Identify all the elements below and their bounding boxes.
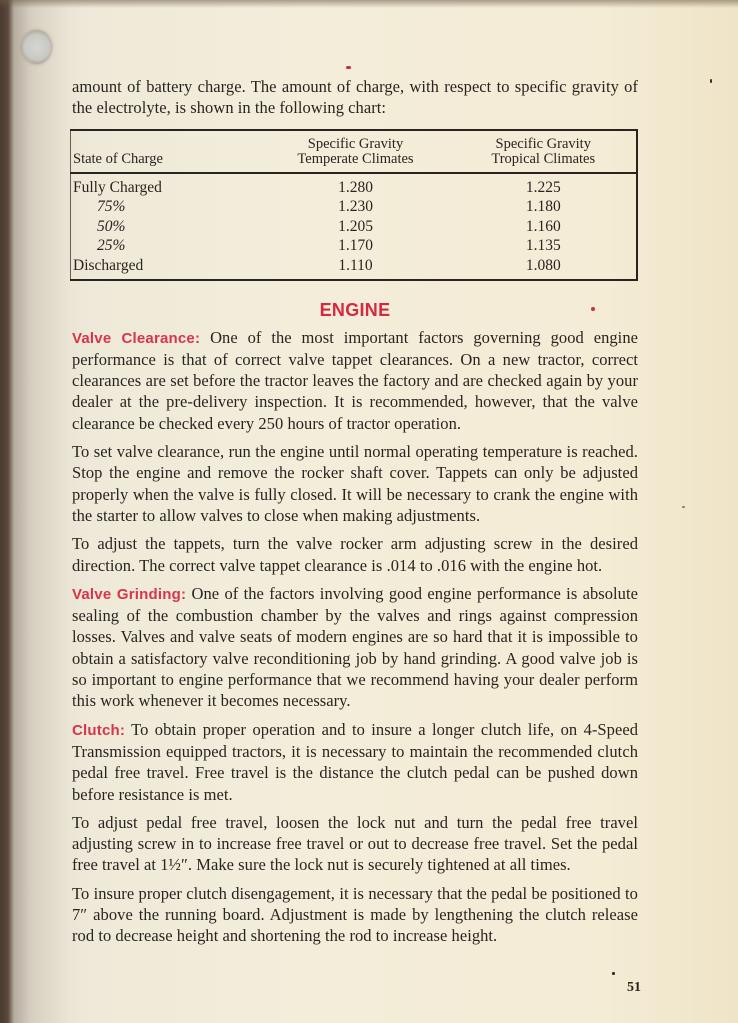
paragraph-text: To insure proper clutch disengagement, it is necessary that the pedal be positioned to 7″ above the running board. Adjustment is made by lengthening the clutch release rod to decrease height and shortening the rod to increase height. bbox=[72, 883, 638, 946]
cell-temperate: 1.280 bbox=[338, 178, 373, 196]
paragraph-text: One of the most important factors governing good engine performance is that of correct valve tappet clearances. On a new tractor, correct clearances are set before the tractor leaves the factory and are checked again by your dealer at the pre-delivery inspection. It is recommended, however, that the valve clearance be checked every 250 hours of tractor operation. bbox=[72, 327, 638, 433]
cell-state: Fully Charged bbox=[73, 178, 162, 196]
paragraph-lead: Valve Clearance: bbox=[72, 329, 201, 347]
paragraph-adjust-pedal-free-travel bbox=[72, 812, 638, 876]
paragraph-text: To adjust the tappets, turn the valve rocker arm adjusting screw in the desired direction. The correct valve tappet clearance is .014 to .016 with the engine hot. bbox=[72, 534, 638, 575]
cell-tropical: 1.160 bbox=[525, 217, 561, 235]
cell-state: Discharged bbox=[73, 256, 144, 274]
table-row bbox=[71, 197, 638, 217]
header-state-of-charge bbox=[71, 130, 261, 173]
paragraph-clutch bbox=[72, 719, 638, 805]
paragraph-clutch-disengagement bbox=[72, 883, 638, 947]
speck bbox=[612, 972, 615, 975]
cell-state: 25% bbox=[97, 237, 126, 255]
paragraph-valve-clearance bbox=[72, 327, 638, 434]
speck bbox=[682, 506, 685, 508]
binding-shadow bbox=[0, 0, 70, 1023]
page-number: 51 bbox=[627, 980, 641, 995]
table-row bbox=[71, 236, 638, 256]
page-content bbox=[72, 76, 638, 954]
table-row bbox=[71, 256, 638, 280]
paragraph-adjust-tappets bbox=[72, 533, 638, 576]
ink-mark bbox=[346, 66, 351, 69]
cell-tropical: 1.180 bbox=[525, 198, 561, 216]
paragraph-set-valve-clearance bbox=[72, 441, 638, 526]
cell-state: 75% bbox=[97, 198, 126, 216]
header-tropical-line1: Specific Gravity bbox=[495, 135, 591, 152]
paragraph-text: To obtain proper operation and to insure a longer clutch life, on 4-Speed Transmission equipped tractors, it is necessary to maintain the recommended clutch pedal free travel. Free travel is the distance the clutch pedal can be pushed down before resistance is met. bbox=[72, 719, 638, 804]
punch-hole bbox=[22, 30, 52, 64]
cell-state: 50% bbox=[97, 217, 126, 235]
paragraph-valve-grinding bbox=[72, 583, 638, 712]
intro-paragraph: amount of battery charge. The amount of charge, with respect to specific gravity of the electrolyte, is shown in the following chart: bbox=[72, 77, 638, 118]
cell-temperate: 1.110 bbox=[338, 256, 373, 274]
paragraph-lead: Valve Grinding: bbox=[72, 585, 187, 603]
speck bbox=[710, 79, 712, 83]
cell-tropical: 1.225 bbox=[525, 178, 561, 196]
cell-tropical: 1.080 bbox=[525, 256, 561, 274]
paragraph-text: One of the factors involving good engine performance is absolute sealing of the combustion chamber by the valves and rings against compression losses. Valves and valve seats of modern engines are so hard that it is impossible to obtain a satisfactory valve reconditioning job by hand grinding. A good valve job is so important to engine performance that we recommend having your dealer perform this work whenever it becomes necessary. bbox=[72, 583, 638, 711]
cell-temperate: 1.170 bbox=[338, 237, 373, 255]
header-tropical-line2: Tropical Climates bbox=[491, 150, 596, 167]
header-state-label: State of Charge bbox=[73, 150, 163, 167]
cell-temperate: 1.230 bbox=[338, 198, 373, 216]
header-temperate-line2: Temperate Climates bbox=[297, 150, 414, 167]
cell-tropical: 1.135 bbox=[525, 237, 561, 255]
paragraph-text: To adjust pedal free travel, loosen the lock nut and turn the pedal free travel adjusting screw in to increase free travel or out to decrease free travel. Set the pedal free travel at 1½″. Make sure the lock nut is securely tightened at all times. bbox=[72, 812, 638, 875]
table-row bbox=[71, 173, 638, 198]
table-row bbox=[71, 217, 638, 237]
specific-gravity-table bbox=[70, 129, 638, 281]
header-temperate-line1: Specific Gravity bbox=[307, 135, 404, 152]
table-header-row bbox=[71, 130, 638, 173]
paragraph-lead: Clutch: bbox=[72, 721, 126, 739]
cell-temperate: 1.205 bbox=[338, 217, 373, 235]
header-tropical bbox=[451, 130, 638, 173]
page-top-edge bbox=[0, 0, 738, 8]
header-temperate bbox=[261, 130, 451, 173]
paragraph-text: To set valve clearance, run the engine until normal operating temperature is reached. Stop the engine and remove the rocker shaft cover. Tappets can only be adjusted properly when the valve is fully closed. It will be necessary to crank the engine with the starter to allow valves to close when making adjustments. bbox=[72, 442, 638, 525]
section-title-engine: ENGINE bbox=[319, 299, 391, 320]
